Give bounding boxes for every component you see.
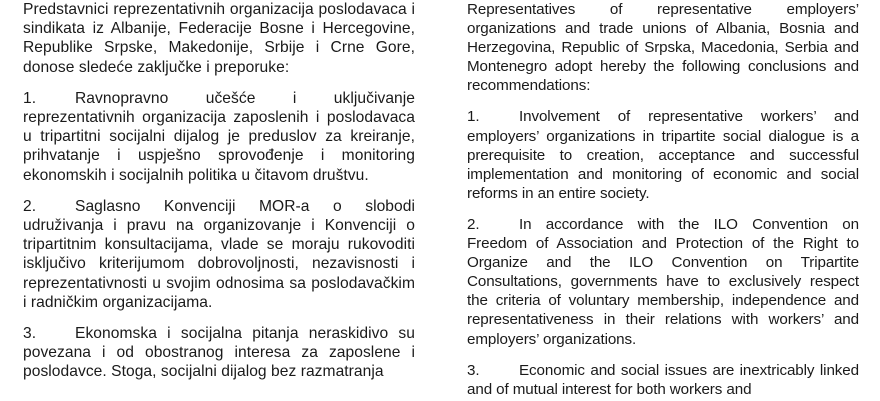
item-number: 1. [467,108,480,126]
left-column-serbian [23,0,415,382]
list-item [467,107,859,202]
list-item [23,89,415,185]
item-text: Saglasno Konvenciji MOR-a o slobodi udruživanja i pravu na organizovanje i Konvenciji o tripartitnim konsultacijama, vlade se moraju rukovoditi isključivo kriterijumom dobrovoljnosti, nezavisnosti i reprezentativnosti u svojim odnosima sa poslodavačkim i radničkim organizacijama. [23,197,415,311]
list-item [23,197,415,312]
item-text: Ekonomska i socijalna pitanja neraskidivo su povezana i od obostranog interesa za zaposlene i poslodavce. Stoga, socijalni dijalog bez razmatranja [23,325,415,381]
right-column-english [467,0,859,399]
item-number: 3. [23,325,37,343]
item-text: Economic and social issues are inextricably linked and of mutual interest for both workers and [467,361,859,398]
intro-paragraph: Predstavnici reprezentativnih organizacija poslodavaca i sindikata iz Albanije, Federacije Bosne i Hercegovine, Republike Srpske, Makedonije, Srbije i Crne Gore, donose sledeće zaključke i preporuke: [23,1,415,76]
item-text: Involvement of representative workers’ and employers’ organizations in tripartite social dialogue is a prerequisite to creation, acceptance and successful implementation and monitoring of economic and social reforms in an entire society. [467,108,859,202]
item-number: 1. [23,89,37,107]
list-item [467,215,859,349]
item-number: 2. [467,215,480,233]
item-number: 2. [23,197,37,215]
list-item [23,324,415,382]
intro-paragraph: Representatives of representative employers’ organizations and trade unions of Albania, Bosnia and Herzegovina, Republic of Srpska, Macedonia, Serbia and Montenegro adopt hereby the following conclusions and recommendations: [467,1,859,95]
item-text: In accordance with the ILO Convention on Freedom of Association and Protection of the Right to Organize and the ILO Convention on Tripartite Consultations, governments have to exclusively respect the criteria of voluntary membership, independence and representativeness in their relations with workers’ and employers’ organizations. [467,215,859,348]
item-number: 3. [467,361,480,379]
item-text: Ravnopravno učešće i uključivanje reprezentativnih organizacija zaposlenih i poslodavaca u tripartitni socijalni dijalog je preduslov za kreiranje, prihvatanje i uspješno sprovođenje i monitoring ekonomskih i socijalnih politika u čitavom društvu. [23,89,415,184]
list-item [467,361,859,399]
